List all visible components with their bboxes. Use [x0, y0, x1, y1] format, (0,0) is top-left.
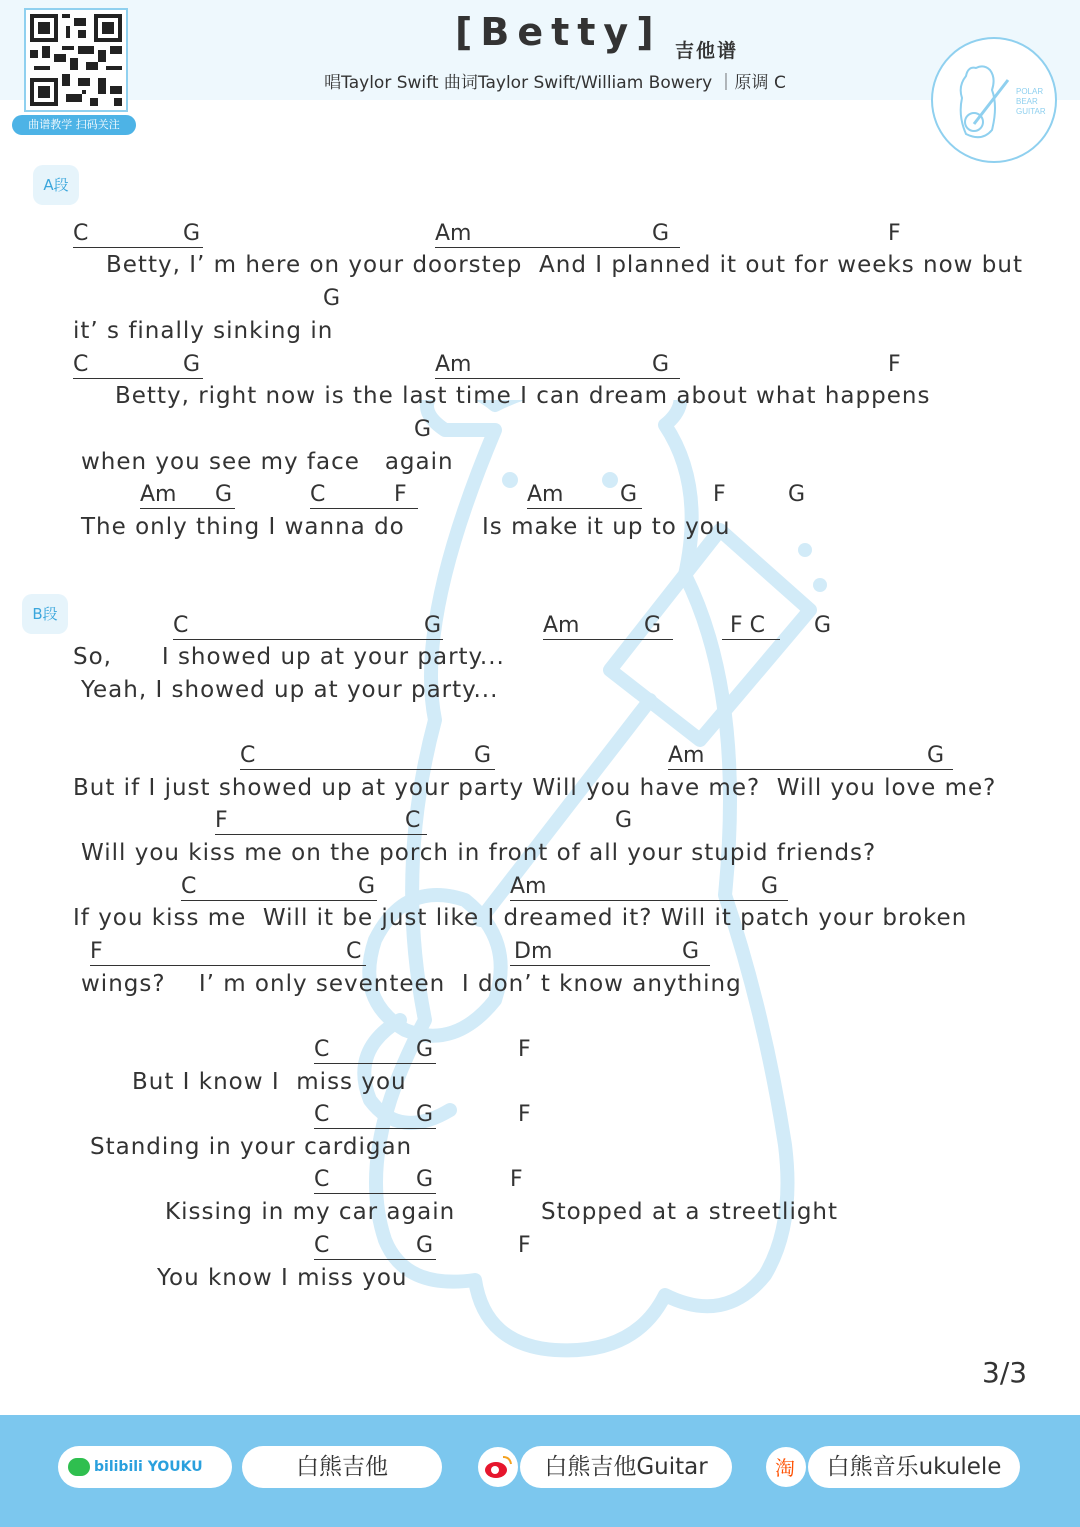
lyric-line: You know I miss you — [157, 1265, 408, 1291]
logo-text-3: GUITAR — [1016, 107, 1046, 116]
chord-underline — [543, 639, 673, 640]
chord: Am — [668, 743, 705, 768]
logo-text-1: POLAR — [1016, 87, 1044, 96]
chord: G — [615, 808, 633, 833]
chord: Am — [510, 874, 547, 899]
chord: Am — [543, 613, 580, 638]
chord-underline — [215, 834, 427, 835]
lyric-line: wings? I’ m only seventeen I don’ t know anything — [81, 971, 742, 997]
chord: C — [310, 482, 326, 507]
song-credits: 唱Taylor Swift 曲词Taylor Swift/William Bowery ｜原调 C — [324, 73, 786, 93]
chord-underline — [310, 508, 418, 509]
chord: G — [788, 482, 806, 507]
chord-underline — [510, 965, 710, 966]
chord: G — [416, 1037, 434, 1062]
chord: G — [416, 1102, 434, 1127]
chord-underline — [314, 1259, 436, 1260]
chord: C — [314, 1037, 330, 1062]
lyric-line: But I know I miss you — [132, 1069, 407, 1095]
chord: G — [474, 743, 492, 768]
chord-underline — [314, 1063, 436, 1064]
sheet-type: 吉他谱 — [675, 40, 739, 62]
chord-underline — [527, 508, 642, 509]
chord-underline — [240, 769, 495, 770]
chord: F — [888, 221, 901, 246]
chord-underline — [314, 1128, 436, 1129]
chord: F — [518, 1037, 531, 1062]
logo-text-2: BEAR — [1016, 97, 1038, 106]
chord: C — [240, 743, 256, 768]
lyric-line: Betty, right now is the last time I can dream about what happens — [115, 383, 931, 409]
lyric-line: Kissing in my car again — [165, 1199, 456, 1225]
chord: C — [173, 613, 189, 638]
section-b-badge: B段 — [22, 594, 68, 634]
wechat-icon — [68, 1458, 90, 1476]
chord: Am — [140, 482, 177, 507]
chord: F — [518, 1233, 531, 1258]
polar-bear-guitar-logo — [930, 36, 1058, 164]
lyric-line: Stopped at a streetlight — [541, 1199, 839, 1225]
chord-underline — [510, 900, 788, 901]
chord: G — [416, 1167, 434, 1192]
taobao-icon[interactable] — [766, 1447, 806, 1487]
page-number: 3/3 — [982, 1356, 1028, 1389]
chord: Am — [527, 482, 564, 507]
svg-text:淘: 淘 — [775, 1456, 795, 1480]
song-title: [Betty] — [455, 10, 662, 54]
chord-underline — [314, 1193, 436, 1194]
chord: G — [652, 352, 670, 377]
chord: C — [346, 939, 362, 964]
chord: G — [323, 286, 341, 311]
chord-underline — [73, 247, 203, 248]
social-name-3[interactable]: 白熊音乐ukulele — [808, 1446, 1020, 1488]
platforms-pill[interactable] — [58, 1446, 232, 1488]
chord: G — [927, 743, 945, 768]
chord: G — [814, 613, 832, 638]
lyric-line: Standing in your cardigan — [90, 1134, 413, 1160]
footer-bar — [0, 1415, 1080, 1527]
section-a-badge: A段 — [33, 165, 79, 205]
lyric-line: when you see my face again — [81, 449, 454, 475]
lyric-line: But if I just showed up at your party Will you have me? Will you love me? — [73, 775, 997, 801]
chord: F — [510, 1167, 523, 1192]
chord: F C — [730, 613, 766, 638]
chord: Am — [435, 352, 472, 377]
chord: G — [183, 352, 201, 377]
social-name-1[interactable]: 白熊吉他 — [242, 1446, 442, 1488]
chord: C — [181, 874, 197, 899]
chord: C — [314, 1167, 330, 1192]
chord: G — [761, 874, 779, 899]
chord-underline — [140, 508, 235, 509]
chord: G — [183, 221, 201, 246]
chord: F — [888, 352, 901, 377]
chord: G — [414, 417, 432, 442]
chord: G — [644, 613, 662, 638]
chord: C — [314, 1102, 330, 1127]
chord: C — [405, 808, 421, 833]
chord-underline — [435, 247, 680, 248]
qr-label: 曲谱教学 扫码关注 — [12, 115, 136, 135]
chord: G — [620, 482, 638, 507]
chord: Dm — [514, 939, 553, 964]
song-title-wrap — [455, 10, 662, 54]
chord: G — [358, 874, 376, 899]
chord: G — [424, 613, 442, 638]
chord: G — [682, 939, 700, 964]
chord: G — [215, 482, 233, 507]
lyric-line: Will you kiss me on the porch in front of all your stupid friends? — [81, 840, 877, 866]
chord-underline — [73, 378, 203, 379]
platforms-label: bilibili YOUKU — [94, 1459, 203, 1475]
chord: C — [73, 352, 89, 377]
chord-underline — [181, 900, 377, 901]
qr-code — [24, 8, 128, 112]
lyric-line: So, I showed up at your party... — [73, 644, 505, 670]
chord: F — [713, 482, 726, 507]
chord-underline — [173, 639, 443, 640]
lyric-line: Betty, I’ m here on your doorstep And I planned it out for weeks now but — [106, 252, 1023, 278]
chord: F — [518, 1102, 531, 1127]
lyric-line: If you kiss me Will it be just like I dreamed it? Will it patch your broken — [73, 905, 968, 931]
lyric-line: Is make it up to you — [482, 514, 731, 540]
chord: F — [90, 939, 103, 964]
chord-underline — [668, 769, 953, 770]
chord: G — [416, 1233, 434, 1258]
lyric-line: Yeah, I showed up at your party... — [81, 677, 499, 703]
weibo-icon[interactable] — [478, 1447, 518, 1487]
chord: G — [652, 221, 670, 246]
social-name-2[interactable]: 白熊吉他Guitar — [520, 1446, 732, 1488]
chord: C — [314, 1233, 330, 1258]
chord-underline — [435, 378, 680, 379]
chord: F — [215, 808, 228, 833]
chord: C — [73, 221, 89, 246]
lyric-line: The only thing I wanna do — [81, 514, 405, 540]
chord: Am — [435, 221, 472, 246]
chord: F — [394, 482, 407, 507]
chord-underline — [90, 965, 366, 966]
lyric-line: it’ s finally sinking in — [73, 318, 334, 344]
chord-underline — [722, 639, 780, 640]
